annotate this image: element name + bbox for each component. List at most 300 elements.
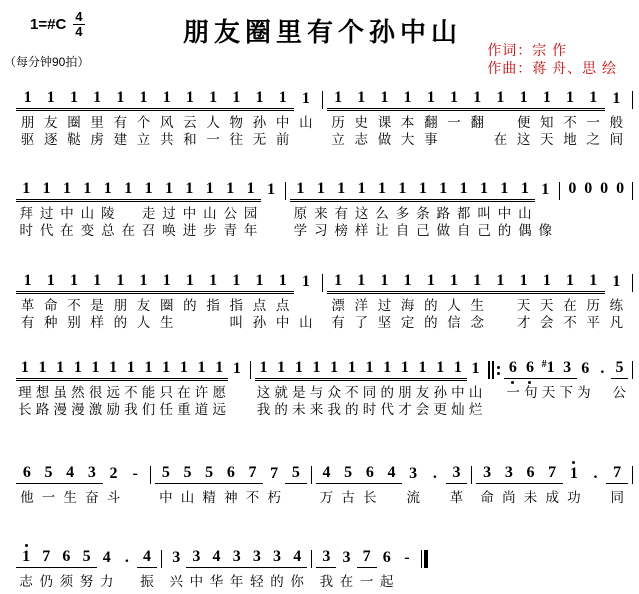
note: 1: [278, 89, 287, 106]
note: 3: [232, 547, 241, 565]
lyric-syllable: 建: [113, 131, 128, 147]
note: 3: [452, 463, 461, 481]
lyrics-row: [16, 491, 146, 506]
measure: [312, 460, 472, 506]
note: 1: [542, 272, 551, 290]
lyric-syllable: 定: [400, 315, 415, 331]
lyric-syllable: 他: [20, 489, 34, 505]
lyric-syllable: 在: [493, 131, 508, 147]
note: 5: [44, 463, 53, 481]
lyric-syllable: 长: [363, 489, 377, 505]
lyric-syllable: 这: [256, 385, 271, 401]
barline: [632, 466, 633, 484]
lyric-syllable: 共: [159, 131, 174, 147]
lyric-syllable: 和: [183, 131, 197, 147]
lyric-syllable: [489, 299, 512, 314]
lyric-syllable: 励: [106, 401, 120, 417]
measure: [251, 355, 489, 418]
lyric-syllable: 灿: [451, 401, 465, 417]
lyric-syllable: 不: [245, 489, 260, 505]
note: 5: [344, 463, 353, 481]
lyric-syllable: [442, 133, 465, 148]
lyric-syllable: 立: [136, 131, 151, 147]
note: 1: [23, 89, 32, 106]
beam-group: [198, 465, 241, 484]
lyric-syllable: 道: [194, 401, 209, 417]
note: 5: [291, 463, 300, 481]
lyrics-row: [316, 491, 468, 506]
lyric-syllable: 兴: [169, 573, 183, 589]
beam-group: [179, 181, 261, 200]
beam-group: [137, 549, 157, 568]
lyric-syllable: 未: [292, 401, 306, 417]
lyric-syllable: 时: [362, 401, 377, 417]
lyric-syllable: 长: [18, 401, 32, 417]
lyric-syllable: 漂: [331, 298, 345, 314]
beam-group: [611, 360, 628, 379]
note: 7: [613, 463, 622, 481]
note: 1: [46, 272, 55, 290]
lyric-syllable: 愿: [212, 385, 226, 401]
lyric-syllable: [118, 207, 138, 222]
note-group: [117, 550, 137, 568]
beam-group: [16, 360, 87, 379]
note: 1: [83, 179, 92, 197]
lyric-syllable: 孙: [252, 315, 267, 331]
note: 1: [418, 179, 427, 197]
lyric-syllable: 能: [141, 385, 156, 401]
lyric-syllable: [285, 491, 307, 506]
lyric-syllable: 做: [377, 131, 392, 147]
note: 1: [116, 272, 125, 290]
measure: [472, 460, 632, 506]
lyric-syllable: 过: [377, 298, 392, 314]
beam-group: [512, 273, 605, 292]
beam-group: [267, 549, 307, 568]
note: 4: [387, 463, 396, 481]
lyric-syllable: 圈: [159, 298, 174, 314]
lyric-syllable: 会: [415, 401, 430, 417]
note: 1: [162, 359, 171, 377]
lyric-syllable: 任: [159, 401, 173, 417]
lyric-syllable: 原: [293, 205, 308, 221]
lyric-syllable: 革: [449, 489, 464, 505]
lyric-syllable: [466, 133, 489, 148]
note: 1: [365, 359, 374, 377]
note: 1: [380, 272, 389, 290]
note: 6: [22, 463, 31, 481]
lyric-syllable: 生: [63, 489, 77, 505]
note: 5: [161, 463, 170, 481]
lyric-syllable: 中: [451, 385, 465, 401]
lyric-syllable: 振: [140, 573, 154, 589]
song-title: 朋友圈里有个孙中山: [182, 18, 462, 47]
note: 1: [277, 359, 286, 377]
beam-group: [504, 360, 538, 379]
beam-group: [327, 273, 420, 292]
note: 3: [252, 547, 261, 565]
note: 1: [185, 179, 194, 197]
lyric-syllable: 里: [90, 115, 104, 130]
note: 1: [566, 89, 574, 106]
lyric-syllable: 的: [270, 573, 284, 589]
lyric-syllable: 别: [67, 315, 81, 331]
lyric-syllable: 自: [395, 222, 410, 238]
lyric-syllable: 指: [229, 298, 244, 314]
note: 5: [615, 359, 624, 377]
lyrics-row: [16, 224, 281, 239]
lyric-syllable: 在: [563, 298, 577, 314]
note: 1: [46, 89, 55, 106]
lyric-syllable: 人: [206, 115, 220, 130]
lyric-syllable: 重: [177, 401, 191, 417]
note: 4: [102, 548, 111, 566]
lyric-syllable: 不: [124, 385, 138, 401]
note: 3: [483, 463, 492, 481]
note: 1: [398, 179, 407, 197]
beam-group: [59, 465, 102, 484]
lyricist-credit: 作词：宗 作: [487, 42, 568, 58]
beam-group: [327, 90, 420, 109]
note: 6: [382, 548, 391, 566]
lyric-syllable: 才: [516, 315, 531, 331]
lyric-syllable: 友: [136, 298, 151, 314]
note: 1: [380, 89, 389, 106]
lyric-syllable: 志: [19, 573, 33, 589]
beam-group: [56, 549, 96, 568]
note: 7: [362, 547, 371, 565]
note-group: [580, 181, 596, 199]
lyric-syllable: 斗: [106, 489, 121, 505]
lyric-syllable: 前: [275, 131, 290, 147]
note: 6: [526, 463, 535, 481]
lyric-syllable: 古: [341, 489, 355, 505]
lyric-syllable: 信: [447, 315, 461, 331]
lyric-syllable: 平: [586, 315, 600, 331]
note-group: [596, 181, 612, 199]
note: 2: [109, 464, 118, 482]
lyric-syllable: 般: [609, 115, 624, 130]
lyric-syllable: 一: [447, 115, 461, 130]
note: 1: [334, 272, 343, 290]
lyric-syllable: [117, 575, 137, 590]
lyric-syllable: 样: [354, 222, 369, 238]
beam-group: [372, 181, 454, 200]
lyric-syllable: 句: [524, 385, 538, 401]
note: 1: [450, 89, 459, 106]
note: 3: [172, 548, 181, 566]
note: 6: [226, 463, 235, 481]
lyric-syllable: 叫: [229, 315, 244, 331]
lyric-syllable: 山: [299, 315, 313, 331]
note: 4: [322, 463, 331, 481]
note: 1: [294, 359, 303, 377]
note: 1: [296, 179, 305, 197]
note-group: [261, 182, 281, 200]
note: 1: [116, 89, 125, 106]
augmentation-dot: .: [124, 548, 129, 566]
lyric-syllable: 流: [406, 489, 420, 505]
notes-row: [327, 85, 629, 109]
lyric-syllable: [585, 491, 607, 506]
lyric-syllable: 山: [80, 205, 95, 221]
beam-group: [16, 181, 98, 200]
lyric-syllable: 才: [398, 401, 412, 417]
lyric-syllable: 在: [60, 222, 74, 238]
lyrics-row: [155, 491, 307, 506]
rest-note: 0: [584, 179, 593, 197]
notes-row: [290, 176, 555, 200]
note-group: [377, 550, 397, 568]
score-line-2: [12, 176, 633, 239]
lyric-syllable: 拜: [19, 205, 33, 221]
lyric-syllable: 未: [523, 489, 538, 505]
lyric-syllable: 步: [203, 222, 217, 238]
lyric-syllable: 一: [41, 489, 56, 505]
note: 1: [16, 549, 36, 565]
note: 1: [589, 89, 598, 106]
lyric-syllable: 来: [309, 401, 324, 417]
beam-group: [255, 360, 326, 379]
note: 1: [69, 89, 78, 106]
lyric-syllable: [294, 299, 317, 314]
lyric-syllable: 友: [44, 115, 58, 130]
measure: [560, 176, 632, 199]
lyric-syllable: 努: [79, 573, 94, 589]
lyric-syllable: 地: [563, 131, 577, 147]
measure: [12, 460, 150, 506]
note: 6: [521, 360, 538, 376]
note: 1: [209, 89, 218, 106]
lyric-syllable: 唤: [162, 222, 176, 238]
note: 1: [139, 89, 148, 106]
note: 1: [278, 272, 287, 290]
lyric-syllable: 路: [35, 401, 50, 417]
lyric-syllable: 过: [162, 205, 176, 221]
lyric-syllable: 事: [424, 131, 438, 147]
lyric-syllable: 练: [609, 298, 624, 314]
score-line-1: [12, 85, 633, 148]
note: 5: [205, 463, 214, 481]
notes-row: [16, 460, 146, 484]
note: 1: [542, 89, 551, 106]
beam-group: [520, 465, 563, 484]
note: 4: [143, 547, 152, 565]
beam-group: [539, 360, 577, 379]
lyric-syllable: 中: [275, 115, 290, 130]
lyric-syllable: 人: [136, 315, 151, 331]
lyric-syllable: [489, 116, 512, 131]
lyric-syllable: 历: [331, 115, 345, 130]
note: 1: [20, 359, 29, 377]
lyric-syllable: 漫: [71, 401, 85, 417]
note-group: [563, 466, 585, 484]
lyrics-row: [504, 386, 628, 401]
note: 1: [91, 359, 100, 377]
note: 1: [453, 359, 462, 377]
note: 1: [612, 90, 621, 107]
lyric-syllable: 便: [516, 115, 531, 130]
note-group: [124, 466, 146, 484]
composer-credit: 作曲：蒋 舟、思 绘: [487, 60, 617, 77]
note: 1: [232, 360, 241, 378]
lyric-syllable: 物: [229, 115, 244, 130]
lyric-syllable: 年: [243, 222, 258, 238]
note: 1: [541, 180, 550, 198]
lyric-syllable: 己: [416, 222, 430, 238]
note: 1: [42, 179, 51, 197]
beam-group: [227, 549, 267, 568]
lyric-syllable: 圈: [67, 115, 81, 130]
lyric-syllable: 须: [59, 573, 74, 589]
note: 7: [248, 463, 257, 481]
lyric-syllable: 许: [194, 385, 209, 401]
note: 1: [403, 272, 412, 290]
lyric-syllable: 的: [113, 315, 128, 331]
notes-row: [255, 355, 485, 379]
lyric-syllable: 的: [424, 298, 438, 314]
lyric-syllable: [593, 386, 611, 401]
note: 1: [109, 359, 118, 377]
lyric-syllable: 华: [209, 573, 224, 589]
lyric-syllable: 只: [159, 385, 173, 401]
note: 3: [192, 547, 201, 565]
lyric-syllable: 仍: [39, 573, 53, 589]
note: 1: [563, 466, 585, 482]
beam-group: [16, 465, 59, 484]
note: 1: [266, 180, 275, 198]
lyric-syllable: 无: [252, 131, 267, 147]
rest-note: 0: [616, 179, 625, 197]
bar-stroke: [492, 361, 494, 379]
lyric-syllable: 志: [354, 131, 369, 147]
lyric-syllable: 在: [339, 573, 354, 589]
note: 1: [185, 89, 194, 106]
lyric-syllable: 山: [180, 489, 195, 505]
notes-row: [16, 176, 281, 200]
time-signature-denominator: 4: [75, 23, 83, 39]
lyric-syllable: 远: [106, 385, 120, 401]
lyric-syllable: 们: [141, 401, 156, 417]
lyric-syllable: 中: [159, 489, 173, 505]
lyric-syllable: 个: [136, 115, 151, 130]
note-group: [294, 91, 317, 109]
lyric-syllable: [228, 403, 246, 418]
note: 1: [205, 179, 214, 197]
lyric-syllable: 我: [124, 401, 138, 417]
lyric-syllable: [294, 133, 317, 148]
lyric-syllable: 时: [19, 222, 33, 238]
notes-row: [16, 355, 246, 379]
measure: [286, 176, 559, 239]
lyrics-row: [290, 207, 555, 222]
note-group: [103, 466, 125, 484]
note: 1: [103, 179, 112, 197]
lyric-syllable: 条: [416, 205, 430, 221]
beam-group: [98, 181, 180, 200]
lyric-syllable: [397, 575, 417, 590]
note: 1: [73, 359, 82, 377]
measure: [312, 544, 421, 590]
lyric-syllable: 的: [497, 222, 512, 238]
lyric-syllable: 课: [377, 115, 392, 130]
lyric-syllable: 种: [44, 315, 58, 331]
lyric-syllable: 山: [203, 205, 217, 221]
lyric-syllable: 命: [480, 489, 494, 505]
lyric-syllable: 朋: [398, 385, 412, 401]
lyric-syllable: 历: [586, 298, 600, 314]
lyric-syllable: 天: [540, 298, 554, 314]
lyric-syllable: 立: [331, 131, 345, 147]
lyric-syllable: 激: [88, 401, 103, 417]
note: 1: [357, 179, 366, 197]
notes-row: [327, 268, 629, 292]
lyrics-row: [16, 386, 246, 401]
note: 5: [183, 463, 192, 481]
augmentation-dot: .: [600, 360, 605, 378]
lyrics-row: [290, 224, 555, 239]
beam-group: [359, 465, 402, 484]
score-line-3: [12, 268, 633, 331]
lyric-syllable: 有: [331, 315, 345, 331]
augmentation-dot: .: [593, 464, 598, 482]
barline: [632, 361, 633, 379]
note: 1: [93, 272, 102, 290]
lyric-syllable: 友: [415, 385, 430, 401]
lyric-syllable: 坚: [377, 315, 392, 331]
lyric-syllable: 你: [290, 573, 304, 589]
lyric-syllable: 朋: [113, 298, 128, 314]
note: 1: [612, 273, 621, 291]
lyrics-row: [16, 575, 157, 590]
lyric-syllable: 成: [545, 489, 559, 505]
lyric-syllable: 的: [380, 385, 394, 401]
score-line-4: [12, 355, 633, 418]
note: 1: [496, 89, 505, 106]
note: 6: [365, 463, 374, 481]
lyric-syllable: 公: [223, 205, 238, 221]
lyric-syllable: [261, 207, 281, 222]
note: 6: [62, 547, 71, 565]
note-group: [594, 361, 611, 379]
note: 1: [301, 90, 310, 107]
notes-row: [16, 85, 318, 109]
measure: [12, 268, 322, 331]
time-signature-numerator: 4: [75, 9, 83, 24]
bar-stroke: [424, 550, 428, 568]
note: #1: [541, 359, 555, 377]
lyrics-row: [255, 403, 485, 418]
lyric-syllable: 陵: [101, 205, 115, 221]
note: 1: [403, 89, 412, 106]
lyric-syllable: 召: [141, 222, 156, 238]
note-group: [564, 181, 580, 199]
lyric-syllable: 翻: [424, 115, 438, 130]
note-group: [585, 466, 607, 484]
lyric-syllable: 为: [577, 385, 591, 401]
note: 1: [197, 359, 206, 377]
note: 1: [179, 359, 188, 377]
score-body: [12, 85, 633, 589]
lyrics-row: [327, 299, 629, 314]
lyric-syllable: 逐: [44, 131, 58, 147]
beam-group: [325, 360, 396, 379]
lyric-syllable: 然: [71, 385, 85, 401]
lyric-syllable: 进: [182, 222, 197, 238]
note: 3: [322, 547, 331, 565]
note: 1: [312, 359, 321, 377]
note: 3: [563, 359, 572, 377]
